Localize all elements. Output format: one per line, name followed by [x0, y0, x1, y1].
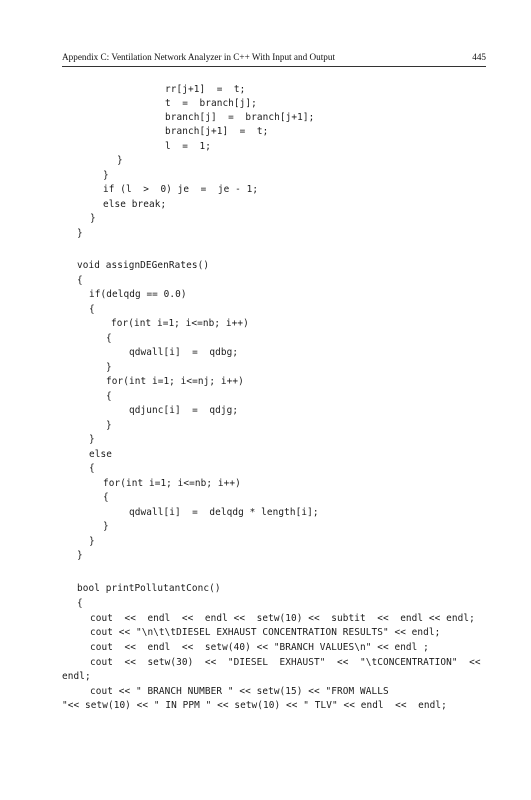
code-line: l = 1; — [165, 141, 211, 152]
code-line: else break; — [103, 199, 167, 210]
code-line: for(int i=1; i<=nj; i++) — [106, 376, 244, 387]
code-line: { — [89, 463, 95, 474]
code-line: } — [106, 362, 112, 373]
code-line: qdwall[i] = delqdg * length[i]; — [129, 507, 319, 518]
code-line: qdjunc[i] = qdjg; — [129, 405, 239, 416]
running-header-title: Appendix C: Ventilation Network Analyzer in C++ With Input and Output — [62, 52, 335, 62]
page-number: 445 — [472, 52, 486, 62]
code-line: } — [77, 228, 83, 239]
code-line: { — [103, 492, 109, 503]
code-line: cout << " BRANCH NUMBER " << setw(15) << "FROM WALLS — [90, 686, 389, 697]
code-line: branch[j] = branch[j+1]; — [165, 112, 315, 123]
code-line: { — [77, 598, 83, 609]
code-line: cout << setw(30) << "DIESEL EXHAUST" << "\tCONCENTRATION" << — [90, 657, 481, 668]
code-line: for(int i=1; i<=nb; i++) — [103, 478, 241, 489]
code-line: { — [89, 304, 95, 315]
code-line: endl; — [62, 671, 91, 682]
code-line: "<< setw(10) << " IN PPM " << setw(10) << " TLV" << endl << endl; — [62, 700, 447, 711]
code-line: } — [89, 434, 95, 445]
code-line: { — [106, 391, 112, 402]
code-line: { — [106, 333, 112, 344]
code-line: } — [90, 213, 96, 224]
code-line: } — [103, 170, 109, 181]
code-line: cout << endl << setw(40) << "BRANCH VALUES\n" << endl ; — [90, 642, 429, 653]
code-line: } — [89, 536, 95, 547]
code-line: cout << endl << endl << setw(10) << subtit << endl << endl; — [90, 613, 475, 624]
code-line: t = branch[j]; — [165, 98, 257, 109]
code-line: } — [77, 550, 83, 561]
code-line: rr[j+1] = t; — [165, 84, 246, 95]
code-line: } — [106, 420, 112, 431]
code-line: } — [117, 155, 123, 166]
code-line: } — [103, 521, 109, 532]
code-line: void assignDEGenRates() — [77, 260, 210, 271]
code-line: else — [89, 449, 112, 460]
code-line: branch[j+1] = t; — [165, 126, 269, 137]
code-line: { — [77, 275, 83, 286]
code-line: cout << "\n\t\tDIESEL EXHAUST CONCENTRATION RESULTS" << endl; — [90, 627, 441, 638]
code-line: bool printPollutantConc() — [77, 583, 221, 594]
code-line: qdwall[i] = qdbg; — [129, 347, 239, 358]
code-line: if (l > 0) je = je - 1; — [103, 184, 259, 195]
code-line: for(int i=1; i<=nb; i++) — [111, 318, 249, 329]
code-line: if(delqdg == 0.0) — [89, 289, 187, 300]
